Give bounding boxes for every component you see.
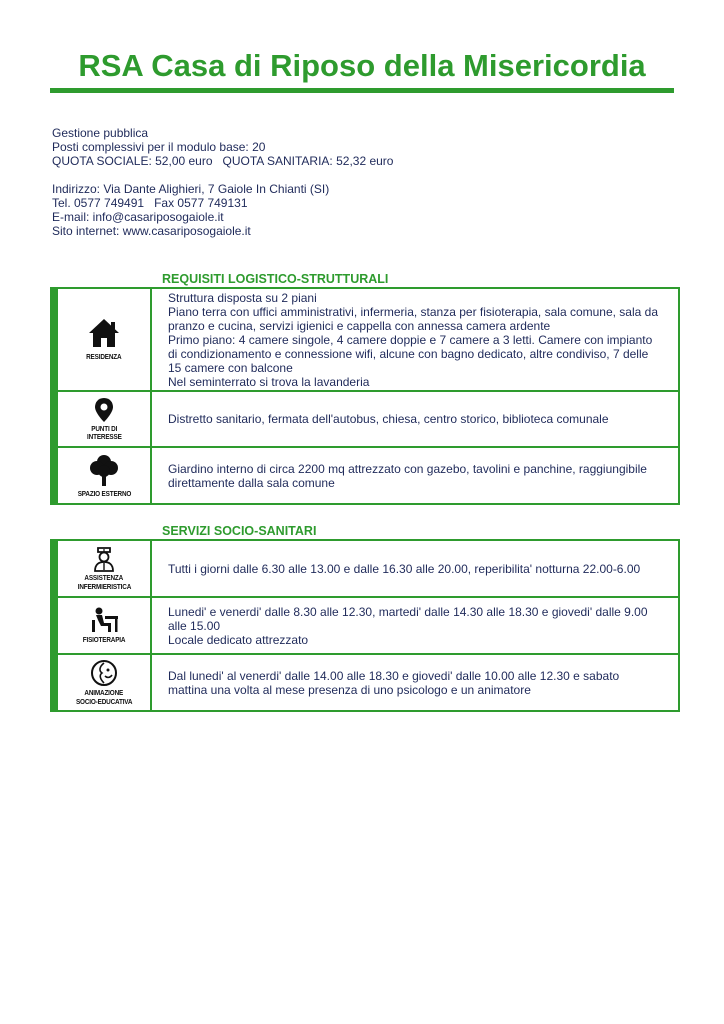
text-cell bbox=[151, 540, 679, 597]
text-cell bbox=[151, 447, 679, 504]
text-line: Struttura disposta su 2 piani bbox=[168, 290, 317, 305]
table-row bbox=[54, 540, 679, 597]
icon-cell bbox=[54, 391, 151, 447]
text-line: Distretto sanitario, fermata dell'autobus, chiesa, centro storico, biblioteca comunale bbox=[168, 412, 609, 426]
info-sito[interactable]: Sito internet: www.casariposogaiole.it bbox=[52, 224, 251, 238]
text-line: Giardino interno di circa 2200 mq attrezzato con gazebo, tavolini e panchine, raggiungibile bbox=[168, 461, 647, 476]
info-posti: Posti complessivi per il modulo base: 20 bbox=[52, 140, 266, 154]
title-underline bbox=[50, 88, 674, 93]
text-line: Tutti i giorni dalle 6.30 alle 13.00 e dalle 16.30 alle 20.00, reperibilita' notturna 22.00-6.00 bbox=[168, 561, 641, 576]
info-block bbox=[52, 126, 393, 238]
table-row bbox=[54, 391, 679, 447]
text-cell bbox=[151, 288, 679, 391]
icon-cell bbox=[54, 447, 151, 504]
icon-cell bbox=[54, 540, 151, 597]
icon-cell bbox=[54, 597, 151, 654]
text-line: alle 15.00 bbox=[168, 618, 221, 633]
icon-label: INTERESSE bbox=[86, 432, 122, 441]
nurse-icon bbox=[93, 546, 115, 572]
icon-label: INFERMIERISTICA bbox=[77, 581, 131, 591]
text-cell bbox=[151, 391, 679, 447]
info-gestione: Gestione pubblica bbox=[52, 126, 149, 140]
smile-icon bbox=[90, 659, 118, 687]
text-line: Lunedi' e venerdi' dalle 8.30 alle 12.30, martedi' dalle 14.30 alle 18.30 e giovedi' dalle 9.00 bbox=[168, 604, 648, 619]
icon-cell bbox=[54, 288, 151, 391]
text-line: Locale dedicato attrezzato bbox=[168, 632, 309, 647]
text-line: Piano terra con uffici amministrativi, infermeria, stanza per fisioterapia, sala comune, sala da bbox=[168, 304, 659, 319]
icon-label: FISIOTERAPIA bbox=[82, 635, 126, 645]
table-row bbox=[54, 597, 679, 654]
icon-label: ANIMAZIONE bbox=[84, 688, 124, 697]
section-title-requisiti: REQUISITI LOGISTICO-STRUTTURALI bbox=[162, 272, 389, 286]
requisiti-table bbox=[50, 287, 680, 505]
servizi-table bbox=[50, 539, 680, 712]
text-line: pranzo e cucina, servizi igienici e cappella con annessa camera ardente bbox=[168, 318, 551, 333]
text-cell bbox=[151, 597, 679, 654]
table-row bbox=[54, 654, 679, 711]
icon-label: SOCIO-EDUCATIVA bbox=[75, 696, 133, 706]
house-icon bbox=[87, 317, 121, 349]
text-line: di condizionamento e connessione wifi, alcune con bagno dedicato, altre condiviso, 7 delle bbox=[168, 346, 649, 361]
text-line: Nel seminterrato si trova la lavanderia bbox=[168, 374, 370, 389]
icon-label: PUNTI DI bbox=[91, 423, 117, 433]
icon-label: RESIDENZA bbox=[86, 352, 122, 362]
text-line: mattina una volta al mese presenza di uno psicologo e un animatore bbox=[168, 682, 531, 697]
text-line: direttamente dalla sala comune bbox=[168, 475, 335, 490]
text-line: Dal lunedi' al venerdi' dalle 14.00 alle 18.30 e giovedi' dalle 10.00 alle 12.30 e sabato bbox=[168, 668, 620, 683]
info-quote: QUOTA SOCIALE: 52,00 euro QUOTA SANITARIA: 52,32 euro bbox=[52, 154, 394, 168]
text-cell bbox=[151, 654, 679, 711]
table-row bbox=[54, 288, 679, 391]
info-email[interactable]: E-mail: info@casariposogaiole.it bbox=[52, 210, 224, 224]
text-line: Primo piano: 4 camere singole, 4 camere doppie e 7 camere a 3 letti. Camere con impianto bbox=[168, 332, 653, 347]
map-pin-icon bbox=[93, 397, 115, 423]
tree-icon bbox=[89, 453, 119, 487]
text-line: 15 camere con balcone bbox=[168, 360, 293, 375]
info-indirizzo: Indirizzo: Via Dante Alighieri, 7 Gaiole In Chianti (SI) bbox=[52, 182, 330, 196]
icon-cell bbox=[54, 654, 151, 711]
section-title-servizi: SERVIZI SOCIO-SANITARI bbox=[162, 524, 317, 538]
table-row bbox=[54, 447, 679, 504]
icon-label: SPAZIO ESTERNO bbox=[77, 488, 131, 498]
physio-icon bbox=[89, 606, 119, 634]
icon-label: ASSISTENZA bbox=[84, 573, 124, 582]
info-tel: Tel. 0577 749491 Fax 0577 749131 bbox=[52, 196, 248, 210]
page-title: RSA Casa di Riposo della Misericordia bbox=[78, 48, 646, 83]
